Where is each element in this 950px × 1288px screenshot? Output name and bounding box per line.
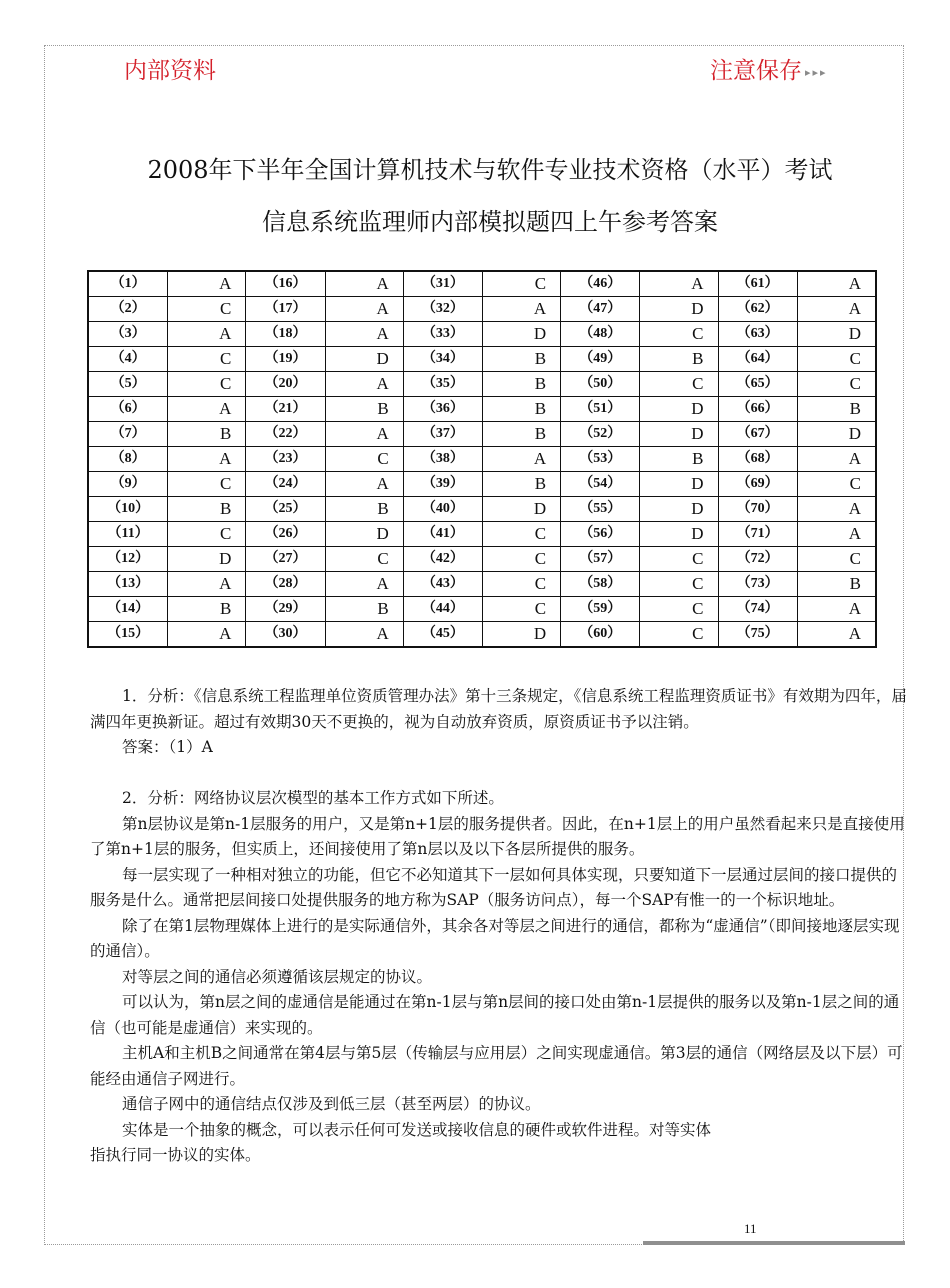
paragraph: 第n层协议是第n-1层服务的用户，又是第n+1层的服务提供者。因此，在n+1层上的用户虽然看起来只是直接使用了第n+1层的服务，但实质上，还间接使用了第n层以及以下各层所提供的服务。 (90, 814, 905, 858)
question-number: （41） (403, 522, 482, 547)
answer-value: A (797, 271, 876, 297)
question-number: （74） (718, 597, 797, 622)
answer-value: B (325, 597, 403, 622)
answer-value: C (482, 572, 560, 597)
answer-value: A (168, 622, 246, 648)
answer-value: D (640, 422, 718, 447)
paragraph: 答案：（1）A (122, 738, 213, 756)
question-number: （15） (88, 622, 168, 648)
header-keep-label (710, 52, 828, 85)
answer-value: B (168, 597, 246, 622)
question-number: （12） (88, 547, 168, 572)
question-number: （33） (403, 322, 482, 347)
answer-value: A (168, 322, 246, 347)
question-number: （28） (246, 572, 325, 597)
question-number: （35） (403, 372, 482, 397)
answer-row (88, 597, 876, 622)
answer-value: A (325, 572, 403, 597)
answer-value: D (482, 622, 560, 648)
question-number: （36） (403, 397, 482, 422)
answer-value: A (325, 271, 403, 297)
question-number: （21） (246, 397, 325, 422)
question-number: （56） (561, 522, 640, 547)
answer-value: C (797, 472, 876, 497)
answer-value: C (640, 547, 718, 572)
paragraph: 除了在第1层物理媒体上进行的是实际通信外，其余各对等层之间进行的通信，都称为“虚通信”（即间接地逐层实现的通信）。 (90, 916, 900, 960)
question-number: （40） (403, 497, 482, 522)
question-number: （47） (561, 297, 640, 322)
question-number: （66） (718, 397, 797, 422)
answer-value: C (640, 572, 718, 597)
answer-value: D (797, 422, 876, 447)
question-number: （57） (561, 547, 640, 572)
answer-value: B (482, 422, 560, 447)
question-number: （18） (246, 322, 325, 347)
answer-value: B (482, 372, 560, 397)
answer-value: A (168, 572, 246, 597)
answer-value: C (640, 597, 718, 622)
question-number: （44） (403, 597, 482, 622)
answer-value: C (797, 547, 876, 572)
analysis-text (90, 684, 908, 1169)
answer-value: A (325, 372, 403, 397)
answer-value: A (325, 297, 403, 322)
answer-value: A (168, 271, 246, 297)
answer-value: D (640, 397, 718, 422)
question-number: （63） (718, 322, 797, 347)
question-number: （60） (561, 622, 640, 648)
header-keep-text: 注意保存 (710, 58, 802, 84)
question-number: （4） (88, 347, 168, 372)
question-number: （10） (88, 497, 168, 522)
answer-row (88, 522, 876, 547)
question-number: （14） (88, 597, 168, 622)
question-number: （39） (403, 472, 482, 497)
answer-value: D (640, 297, 718, 322)
answer-value: C (482, 271, 560, 297)
question-number: （3） (88, 322, 168, 347)
question-number: （30） (246, 622, 325, 648)
document-title: 2008年下半年全国计算机技术与软件专业技术资格（水平）考试 (147, 156, 833, 184)
answer-row (88, 422, 876, 447)
answer-value: C (168, 297, 246, 322)
answer-row (88, 572, 876, 597)
paragraph: 可以认为，第n层之间的虚通信是能通过在第n-1层与第n层间的接口处由第n-1层提供的服务以及第n-1层之间的通信（也可能是虚通信）来实现的。 (90, 993, 900, 1037)
question-number: （13） (88, 572, 168, 597)
answer-value: B (325, 397, 403, 422)
answer-value: B (482, 347, 560, 372)
question-number: （11） (88, 522, 168, 547)
answer-value: B (482, 397, 560, 422)
question-number: （20） (246, 372, 325, 397)
question-number: （54） (561, 472, 640, 497)
answer-table (87, 270, 877, 648)
answer-value: B (168, 497, 246, 522)
answer-value: D (168, 547, 246, 572)
question-number: （24） (246, 472, 325, 497)
question-number: （69） (718, 472, 797, 497)
question-number: （2） (88, 297, 168, 322)
question-number: （22） (246, 422, 325, 447)
answer-value: B (482, 472, 560, 497)
answer-row (88, 472, 876, 497)
answer-value: D (640, 522, 718, 547)
question-number: （49） (561, 347, 640, 372)
question-number: （70） (718, 497, 797, 522)
header-internal-label: 内部资料 (124, 58, 216, 84)
answer-value: A (325, 322, 403, 347)
answer-value: A (325, 422, 403, 447)
answer-value: A (797, 297, 876, 322)
answer-row (88, 497, 876, 522)
question-number: （9） (88, 472, 168, 497)
answer-row (88, 372, 876, 397)
question-number: （32） (403, 297, 482, 322)
answer-row (88, 347, 876, 372)
answer-value: C (482, 597, 560, 622)
answer-row (88, 297, 876, 322)
question-number: （6） (88, 397, 168, 422)
question-number: （65） (718, 372, 797, 397)
question-number: （50） (561, 372, 640, 397)
answer-value: C (325, 547, 403, 572)
question-number: （37） (403, 422, 482, 447)
answer-value: A (168, 397, 246, 422)
question-number: （75） (718, 622, 797, 648)
answer-value: A (168, 447, 246, 472)
question-number: （1） (88, 271, 168, 297)
paragraph: 实体是一个抽象的概念，可以表示任何可发送或接收信息的硬件或软件进程。对等实体 (122, 1120, 712, 1139)
question-number: （42） (403, 547, 482, 572)
answer-value: A (797, 447, 876, 472)
question-number: （64） (718, 347, 797, 372)
question-number: （8） (88, 447, 168, 472)
question-number: （29） (246, 597, 325, 622)
answer-row (88, 322, 876, 347)
answer-value: A (797, 497, 876, 522)
paragraph: 每一层实现了一种相对独立的功能，但它不必知道其下一层如何具体实现，只要知道下一层通过层间的接口提供的服务是什么。通常把层间接口处提供服务的地方称为SAP（服务访问点），每一个SAP有惟一的一个标识地址。 (90, 865, 898, 909)
question-number: （73） (718, 572, 797, 597)
question-number: （45） (403, 622, 482, 648)
question-number: （67） (718, 422, 797, 447)
answer-value: D (640, 472, 718, 497)
question-number: （51） (561, 397, 640, 422)
answer-row (88, 547, 876, 572)
question-number: （34） (403, 347, 482, 372)
answer-value: D (482, 322, 560, 347)
question-number: （43） (403, 572, 482, 597)
question-number: （58） (561, 572, 640, 597)
question-number: （19） (246, 347, 325, 372)
paragraph: 2．分析：网络协议层次模型的基本工作方式如下所述。 (122, 789, 504, 807)
question-number: （48） (561, 322, 640, 347)
answer-value: B (325, 497, 403, 522)
answer-row (88, 447, 876, 472)
question-number: （72） (718, 547, 797, 572)
answer-value: B (797, 397, 876, 422)
question-number: （7） (88, 422, 168, 447)
answer-value: B (168, 422, 246, 447)
answer-value: C (482, 522, 560, 547)
answer-value: B (640, 347, 718, 372)
answer-value: C (168, 372, 246, 397)
paragraph: 1．分析：《信息系统工程监理单位资质管理办法》第十三条规定，《信息系统工程监理资质证书》有效期为四年，届满四年更换新证。超过有效期30天不更换的，视为自动放弃资质，原资质证书予以注销。 (90, 687, 907, 731)
answer-value: C (640, 322, 718, 347)
answer-row (88, 622, 876, 648)
answer-value: B (797, 572, 876, 597)
answer-value: C (797, 372, 876, 397)
answer-value: C (168, 522, 246, 547)
answer-value: A (797, 522, 876, 547)
answer-value: C (482, 547, 560, 572)
question-number: （46） (561, 271, 640, 297)
question-number: （16） (246, 271, 325, 297)
answer-value: D (640, 497, 718, 522)
answer-value: C (640, 622, 718, 648)
answer-row (88, 397, 876, 422)
footer-bar (643, 1241, 905, 1245)
question-number: （25） (246, 497, 325, 522)
question-number: （27） (246, 547, 325, 572)
answer-value: D (325, 522, 403, 547)
answer-value: A (797, 597, 876, 622)
answer-value: A (325, 472, 403, 497)
question-number: （61） (718, 271, 797, 297)
answer-value: D (797, 322, 876, 347)
paragraph: 通信子网中的通信结点仅涉及到低三层（甚至两层）的协议。 (122, 1095, 541, 1113)
answer-row (88, 271, 876, 297)
paragraph: 主机A和主机B之间通常在第4层与第5层（传输层与应用层）之间实现虚通信。第3层的通信（网络层及以下层）可能经由通信子网进行。 (90, 1044, 903, 1088)
paragraph: 对等层之间的通信必须遵循该层规定的协议。 (122, 967, 433, 986)
question-number: （71） (718, 522, 797, 547)
question-number: （38） (403, 447, 482, 472)
question-number: （68） (718, 447, 797, 472)
question-number: （59） (561, 597, 640, 622)
answer-value: A (640, 271, 718, 297)
answer-value: A (325, 622, 403, 648)
answer-value: D (325, 347, 403, 372)
document-subtitle: 信息系统监理师内部模拟题四上午参考答案 (262, 208, 718, 236)
question-number: （55） (561, 497, 640, 522)
page-number: 11 (744, 1221, 757, 1236)
question-number: （5） (88, 372, 168, 397)
question-number: （62） (718, 297, 797, 322)
question-number: （17） (246, 297, 325, 322)
question-number: （53） (561, 447, 640, 472)
answer-value: A (797, 622, 876, 648)
question-number: （52） (561, 422, 640, 447)
answer-value: D (482, 497, 560, 522)
question-number: （26） (246, 522, 325, 547)
answer-value: A (482, 447, 560, 472)
answer-value: C (325, 447, 403, 472)
answer-value: C (168, 472, 246, 497)
answer-value: C (168, 347, 246, 372)
question-number: （23） (246, 447, 325, 472)
arrows-icon: ▸▸▸ (805, 65, 828, 79)
question-number: （31） (403, 271, 482, 297)
answer-value: C (797, 347, 876, 372)
paragraph: 指执行同一协议的实体。 (90, 1146, 261, 1164)
answer-value: B (640, 447, 718, 472)
answer-value: C (640, 372, 718, 397)
answer-value: A (482, 297, 560, 322)
